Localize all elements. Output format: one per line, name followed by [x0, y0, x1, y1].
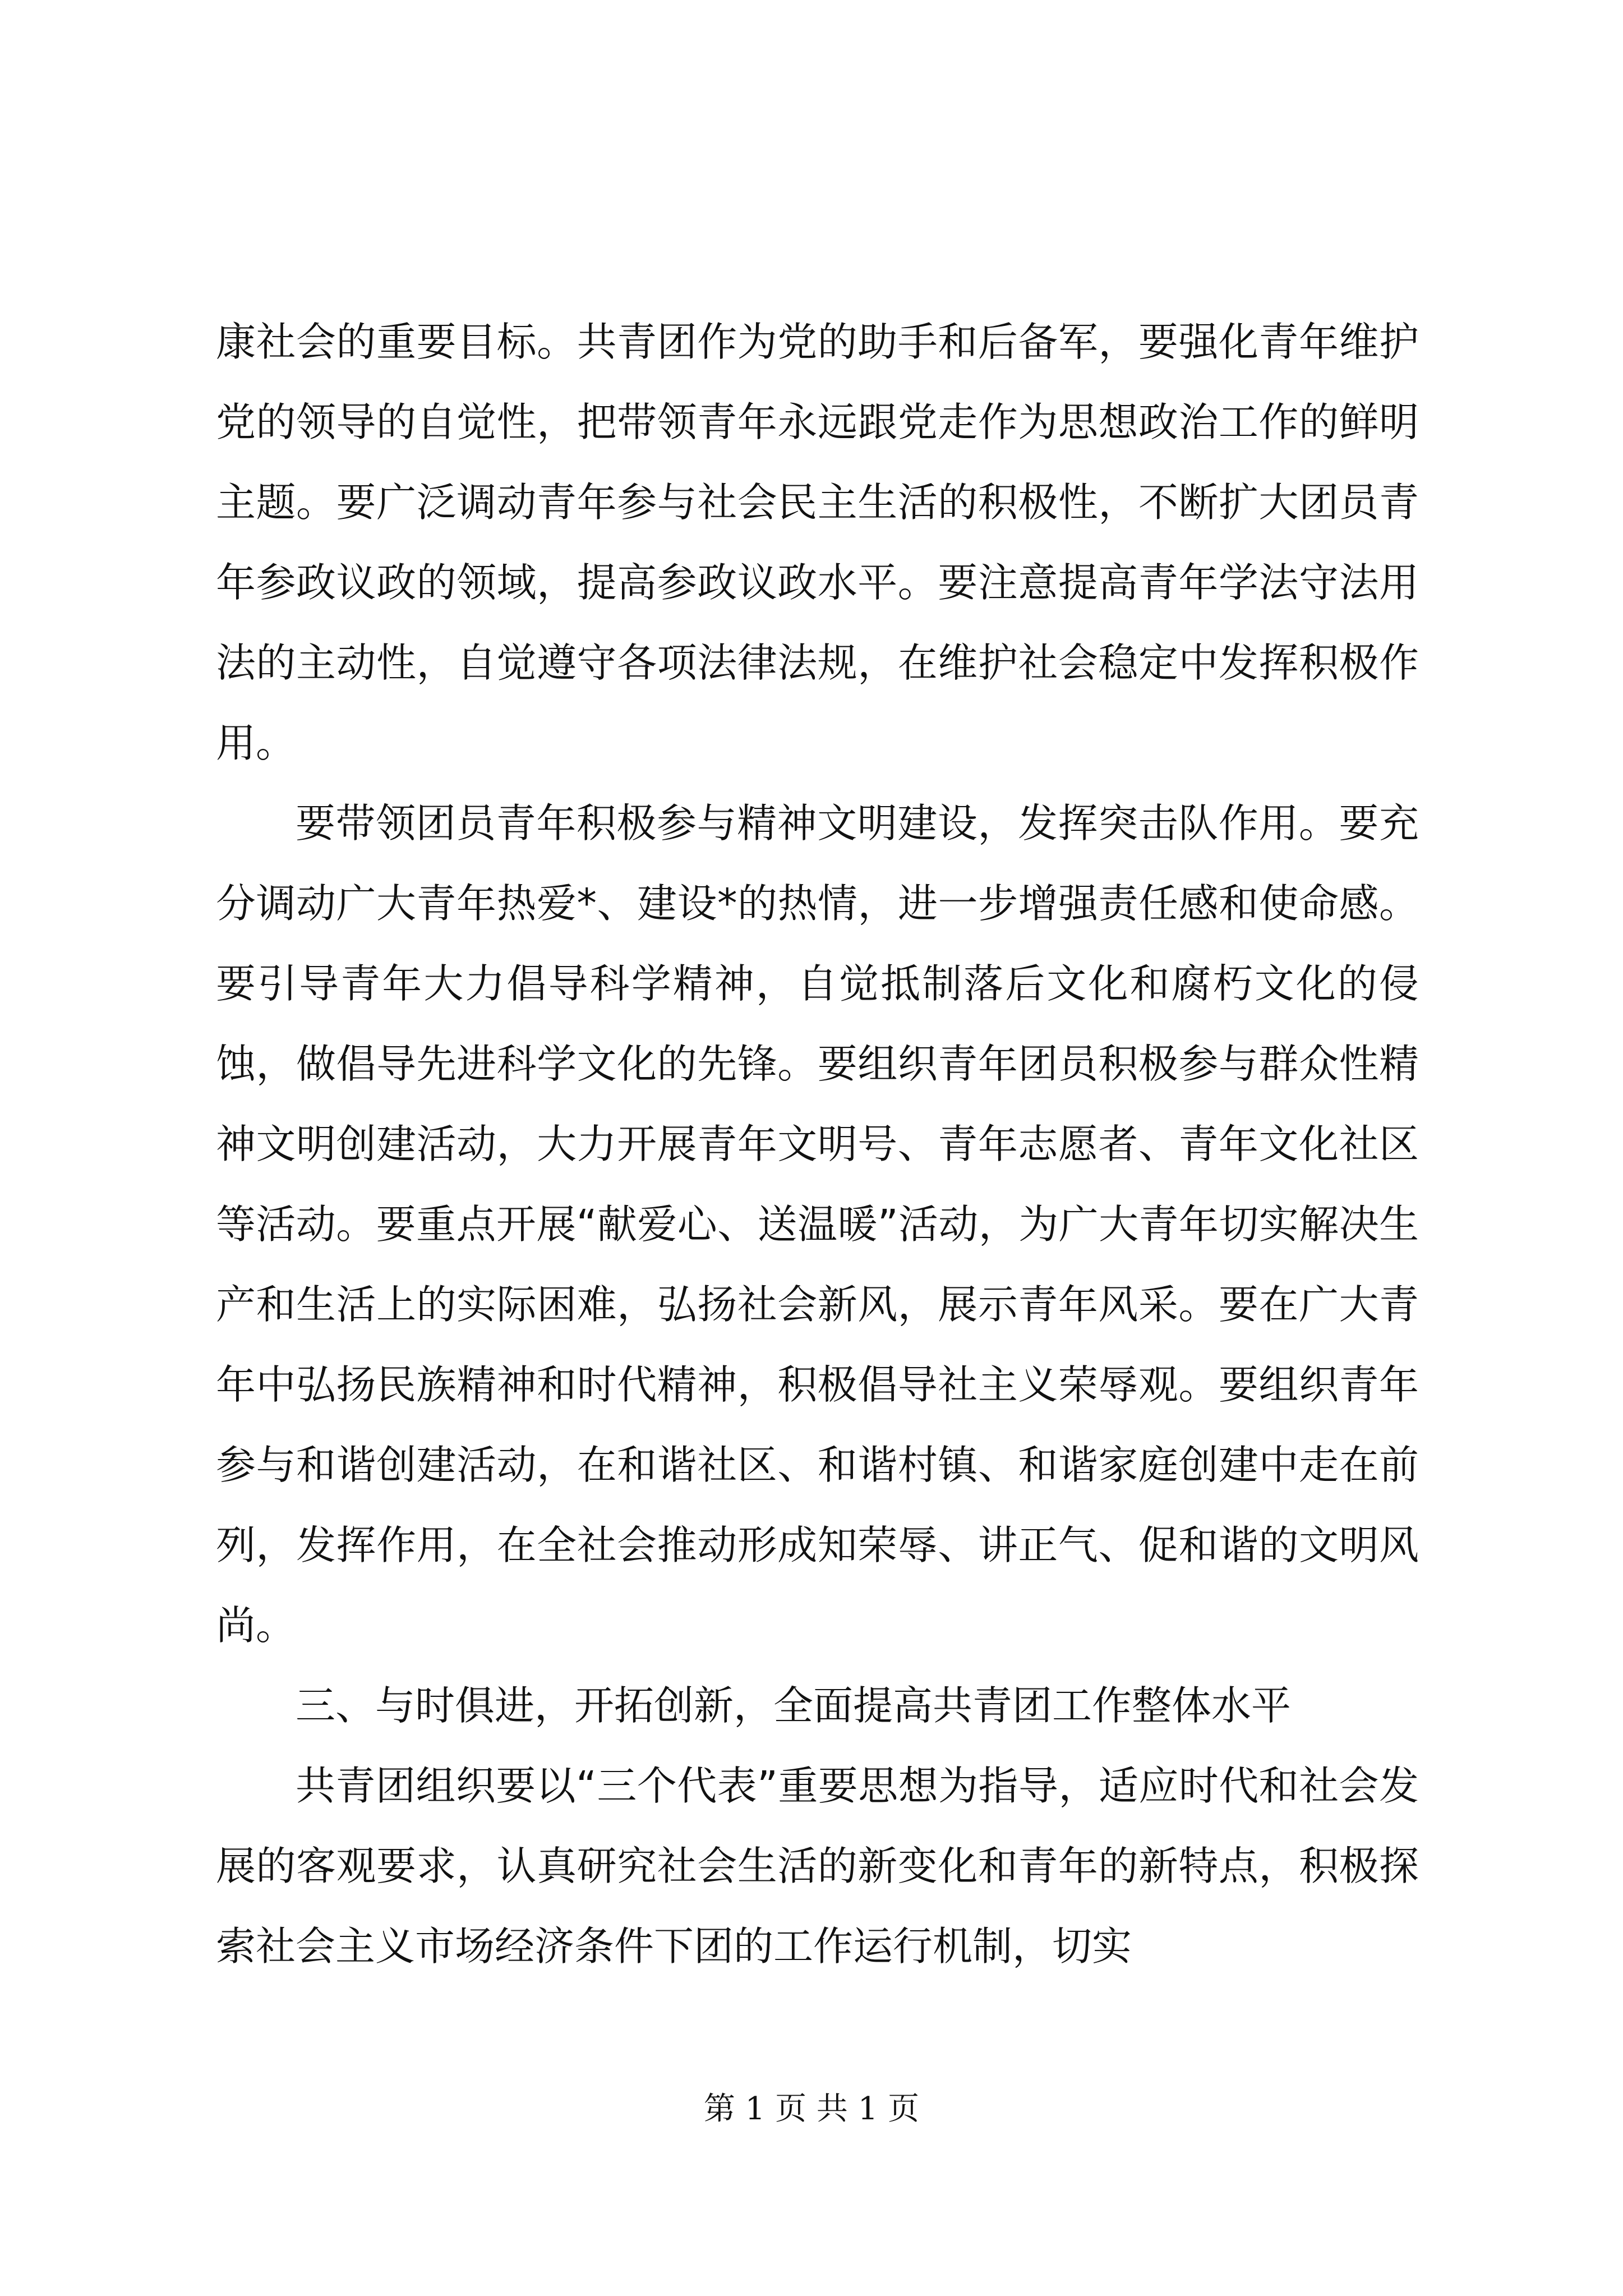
- document-body: [216, 302, 1419, 1986]
- paragraph-three-represents: 共青团组织要以“三个代表”重要思想为指导，适应时代和社会发展的客观要求，认真研究社会生活的新变化和青年的新特点，积极探索社会主义市场经济条件下团的工作运行机制，切实: [216, 1763, 1419, 1970]
- paragraph-spiritual-civilization: 要带领团员青年积极参与精神文明建设，发挥突击队作用。要充分调动广大青年热爱*、建设*的热情，进一步增强责任感和使命感。要引导青年大力倡导科学精神，自觉抵制落后文化和腐朽文化的侵蚀，做倡导先进科学文化的先锋。要组织青年团员积极参与群众性精神文明创建活动，大力开展青年文明号、青年志愿者、青年文化社区等活动。要重点开展“献爱心、送温暖”活动，为广大青年切实解决生产和生活上的实际困难，弘扬社会新风，展示青年风采。要在广大青年中弘扬民族精神和时代精神，积极倡导社主义荣辱观。要组织青年参与和谐创建活动，在和谐社区、和谐村镇、和谐家庭创建中走在前列，发挥作用，在全社会推动形成知荣辱、讲正气、促和谐的文明风尚。: [216, 800, 1419, 1649]
- section-heading-three: 三、与时俱进，开拓创新，全面提高共青团工作整体水平: [296, 1682, 1292, 1729]
- paragraph-continuation: 康社会的重要目标。共青团作为党的助手和后备军，要强化青年维护党的领导的自觉性，把带领青年永远跟党走作为思想政治工作的鲜明主题。要广泛调动青年参与社会民主生活的积极性，不断扩大团员青年参政议政的领域，提高参政议政水平。要注意提高青年学法守法用法的主动性，自觉遵守各项法律法规，在维护社会稳定中发挥积极作用。: [216, 319, 1419, 766]
- page-footer: 第 1 页 共 1 页: [703, 2091, 920, 2127]
